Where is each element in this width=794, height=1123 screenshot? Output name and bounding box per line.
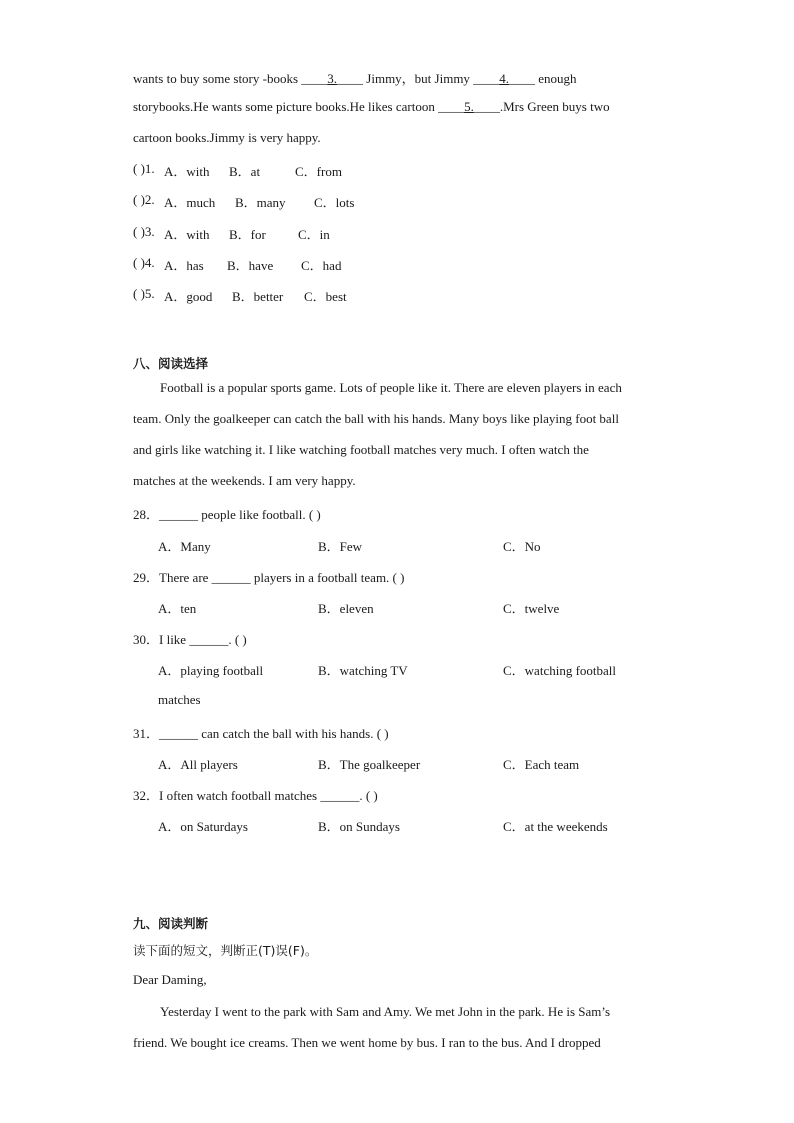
passage-line-3: and girls like watching it. I like watching football matches very much. I often watch the <box>133 442 589 457</box>
q30-option-c-continued: matches <box>158 692 201 707</box>
question-31: 31．______ can catch the ball with his hands. ( ) <box>133 726 389 741</box>
q31-option-b: B．The goalkeeper <box>318 757 421 772</box>
question-32: 32．I often watch football matches ______. ( ) <box>133 788 378 803</box>
passage-line-4: matches at the weekends. I am very happy. <box>133 473 356 488</box>
q29-option-c: C．twelve <box>503 601 560 616</box>
cloze-question-2: ( )2. A．much B．many C．lots <box>133 192 355 210</box>
q29-option-b: B．eleven <box>318 601 374 616</box>
q32-option-b: B．on Sundays <box>318 819 400 834</box>
letter-line-1: Yesterday I went to the park with Sam and Amy. We met John in the park. He is Sam’s <box>160 1004 611 1019</box>
q28-option-c: C．No <box>503 539 541 554</box>
question-30: 30．I like ______. ( ) <box>133 632 247 647</box>
q29-option-a: A．ten <box>158 601 197 616</box>
cloze-question-3: ( )3. A．with B．for C．in <box>133 224 330 242</box>
question-28: 28．______ people like football. ( ) <box>133 507 321 522</box>
blank-3: 3. <box>327 71 338 86</box>
question-29: 29．There are ______ players in a football team. ( ) <box>133 570 405 585</box>
passage-line-1: Football is a popular sports game. Lots of people like it. There are eleven players in each <box>160 380 622 395</box>
cloze-line-1: wants to buy some story -books ____3.____ Jimmy，but Jimmy ____4.____ enough <box>133 71 577 86</box>
q32-option-a: A．on Saturdays <box>158 819 248 834</box>
q31-option-a: A．All players <box>158 757 238 772</box>
cloze-line-2: storybooks.He wants some picture books.He likes cartoon ____5.____.Mrs Green buys two <box>133 99 610 114</box>
letter-greeting: Dear Daming, <box>133 972 207 987</box>
letter-line-2: friend. We bought ice creams. Then we went home by bus. I ran to the bus. And I dropped <box>133 1035 601 1050</box>
blank-4: 4. <box>499 71 509 86</box>
q28-option-b: B．Few <box>318 539 363 554</box>
q30-option-a: A．playing football <box>158 663 264 678</box>
cloze-line-3: cartoon books.Jimmy is very happy. <box>133 130 321 145</box>
section-9-heading: 九、阅读判断 <box>133 916 209 931</box>
q30-option-b: B．watching TV <box>318 663 408 678</box>
section-9-instruction: 读下面的短文，判断正(T)误(F)。 <box>133 943 318 958</box>
blank-5: 5. <box>464 99 474 114</box>
passage-line-2: team. Only the goalkeeper can catch the ball with his hands. Many boys like playing foot ball <box>133 411 619 426</box>
cloze-question-1: ( )1. B．at C．from A．with <box>133 161 342 179</box>
cloze-question-5: ( )5. A．good B．better C．best <box>133 286 347 304</box>
q32-option-c: C．at the weekends <box>503 819 608 834</box>
cloze-question-4: ( )4. A．has B．have C．had <box>133 255 342 273</box>
q30-option-c: C．watching football <box>503 663 617 678</box>
section-8-heading: 八、阅读选择 <box>133 356 209 371</box>
q28-option-a: A．Many <box>158 539 211 554</box>
q31-option-c: C．Each team <box>503 757 580 772</box>
